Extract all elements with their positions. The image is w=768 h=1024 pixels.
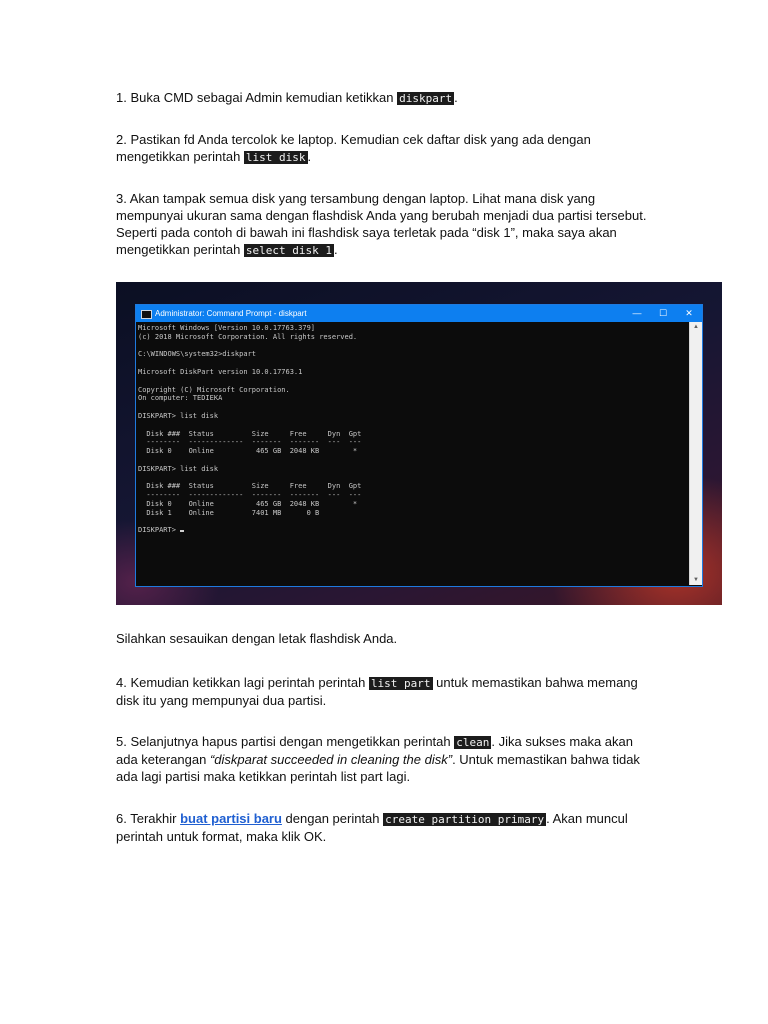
cmd-output-line: C:\WINDOWS\system32>diskpart [138, 350, 257, 359]
command-list-part: list part [370, 677, 431, 690]
cursor-icon [180, 530, 184, 532]
cmd-output-line: Disk 0 Online 465 GB 2048 KB * [138, 447, 358, 456]
scroll-down-icon: ▼ [693, 577, 699, 583]
cmd-output-line: DISKPART> list disk [138, 464, 219, 473]
step-3-text: 3. Akan tampak semua disk yang tersambung dengan laptop. Lihat mana disk yang mempunyai ukuran sama dengan flashdisk Anda yang berubah menjadi dua partisi tersebut. Seperti pada contoh di bawah ini flashdisk saya terletak pada “disk 1”, maka saya akan mengetikkan perintah [116, 191, 647, 257]
cmd-prompt: DISKPART> [138, 526, 181, 535]
cmd-output-line [138, 518, 689, 527]
step-5-mid: . Jika sukses maka akan ada keterangan [116, 734, 633, 767]
cmd-output-line: Disk 0 Online 465 GB 2048 KB * [138, 499, 358, 508]
step-5-success-message: “diskparat succeeded in cleaning the disk” [209, 752, 453, 767]
step-2-after: . [307, 149, 312, 164]
cmd-output-line: Microsoft DiskPart version 10.0.17763.1 [138, 367, 303, 376]
close-icon: ✕ [685, 308, 693, 318]
command-clean: clean [456, 736, 490, 749]
cmd-output-line [138, 474, 689, 483]
cmd-output-line: Disk 1 Online 7401 MB 0 B [138, 508, 320, 517]
step-5-text: 5. Selanjutnya hapus partisi dengan mengetikkan perintah [116, 734, 455, 749]
cmd-output-line: On computer: TEDIEKA [138, 394, 223, 403]
command-select-disk: select disk 1 [245, 244, 333, 257]
cmd-output-line: -------- ------------- ------- ------- --- --- [138, 491, 362, 500]
cmd-window [135, 304, 703, 587]
cmd-output-line [138, 403, 689, 412]
cmd-scrollbar [689, 322, 702, 585]
step-6 [116, 810, 656, 845]
cmd-output-line: Disk ### Status Size Free Dyn Gpt [138, 429, 362, 438]
command-list-disk: list disk [245, 151, 306, 164]
step-6-text: 6. Terakhir [116, 811, 181, 826]
step-3-after: . [334, 242, 338, 257]
cmd-output-line [138, 359, 689, 368]
cmd-screenshot [116, 282, 722, 605]
step-5-after: . Untuk memastikan bahwa tidak ada lagi partisi maka ketikkan perintah list part lagi. [116, 752, 640, 784]
cmd-output-lines [138, 324, 689, 526]
create-partition-link[interactable]: buat partisi baru [180, 811, 282, 826]
cmd-output-line: DISKPART> list disk [138, 411, 219, 420]
minimize-icon: — [632, 308, 642, 318]
cmd-output-line: Copyright (C) Microsoft Corporation. [138, 385, 290, 394]
cmd-output-line: Disk ### Status Size Free Dyn Gpt [138, 482, 362, 491]
maximize-icon: ☐ [658, 308, 668, 318]
cmd-output-line [138, 421, 689, 430]
cmd-output-line [138, 342, 689, 351]
step-1-after: . [454, 90, 458, 105]
cmd-output-line: (c) 2018 Microsoft Corporation. All rights reserved. [138, 332, 358, 341]
cmd-output-line [138, 456, 689, 465]
scroll-up-icon: ▲ [693, 324, 699, 330]
step-6-after: . Akan muncul perintah untuk format, maka klik OK. [116, 811, 628, 844]
step-3 [116, 190, 656, 259]
step-2 [116, 131, 656, 166]
step-5 [116, 733, 656, 785]
cmd-titlebar [136, 305, 702, 322]
cmd-window-title: Administrator: Command Prompt - diskpart [155, 309, 307, 318]
command-diskpart: diskpart [399, 92, 453, 105]
flashdisk-note: Silahkan sesauikan dengan letak flashdisk Anda. [116, 631, 398, 646]
cmd-output-line: Microsoft Windows [Version 10.0.17763.379] [138, 324, 316, 332]
cmd-output [136, 322, 689, 585]
step-4-after: untuk memastikan bahwa memang disk itu yang mempunyai dua partisi. [116, 675, 638, 708]
step-4-text: 4. Kemudian ketikkan lagi perintah perintah [116, 675, 369, 690]
step-1-text: 1. Buka CMD sebagai Admin kemudian ketikkan [116, 90, 398, 105]
cmd-prompt-line [138, 526, 689, 535]
command-create-partition: create partition primary [385, 813, 545, 826]
cmd-output-line [138, 377, 689, 386]
cmd-output-line: -------- ------------- ------- ------- --- --- [138, 438, 362, 447]
step-1 [116, 89, 656, 107]
step-4 [116, 674, 656, 709]
cmd-icon [141, 310, 152, 319]
step-6-mid: dengan perintah [281, 811, 384, 826]
step-2-text: 2. Pastikan fd Anda tercolok ke laptop. Kemudian cek daftar disk yang ada dengan mengetikkan perintah [116, 132, 591, 164]
